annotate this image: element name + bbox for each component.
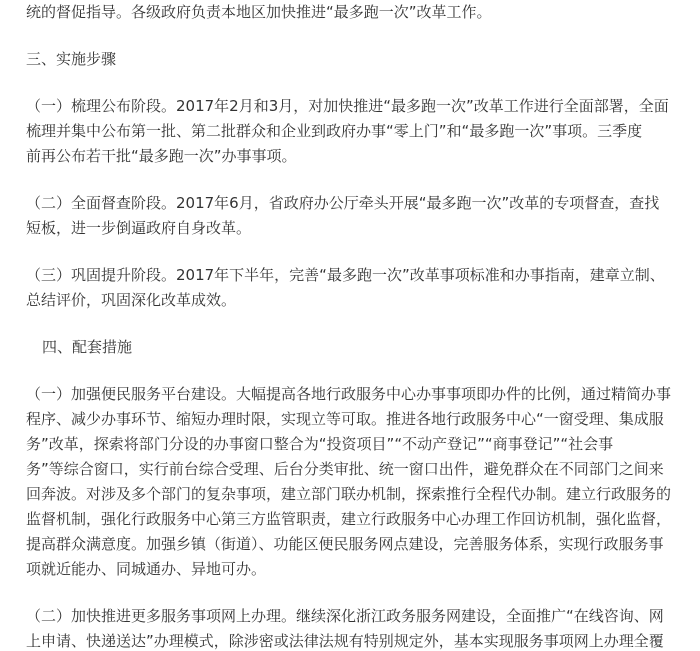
paragraph-line: 上申请、快递送达”办理模式，除涉密或法律法规有特别规定外，基本实现服务事项网上办理全覆 [26,632,664,650]
paragraph-line: （二）加快推进更多服务事项网上办理。继续深化浙江政务服务网建设，全面推广“在线咨询、网 [26,607,664,625]
section-heading-measures: 四、配套措施 [42,338,133,356]
paragraph-line: 回奔波。对涉及多个部门的复杂事项，建立部门联办机制，探索推行全程代办制。建立行政服务的 [26,485,672,503]
paragraph-line: 务”等综合窗口，实行前台综合受理、后台分类审批、统一窗口出件，避免群众在不同部门之间来 [26,460,664,478]
paragraph-line: 项就近能办、同城通办、异地可办。 [26,560,267,578]
paragraph-line: 梳理并集中公布第一批、第二批群众和企业到政府办事“零上门”和“最多跑一次”事项。三季度 [26,122,643,140]
paragraph-line: 前再公布若干批“最多跑一次”办事事项。 [26,147,297,165]
paragraph-line: 总结评价，巩固深化改革成效。 [26,291,237,309]
paragraph-line: （一）梳理公布阶段。2017年2月和3月，对加快推进“最多跑一次”改革工作进行全面部署，全面 [26,97,669,115]
intro-line: 统的督促指导。各级政府负责本地区加快推进“最多跑一次”改革工作。 [26,3,492,21]
section-heading-steps: 三、实施步骤 [26,50,117,68]
paragraph-line: 监督机制，强化行政服务中心第三方监管职责，建立行政服务中心办理工作回访机制，强化监督， [26,510,672,528]
paragraph-line: 短板，进一步倒逼政府自身改革。 [26,219,252,237]
paragraph-line: （二）全面督查阶段。2017年6月，省政府办公厅牵头开展“最多跑一次”改革的专项督查，查找 [26,194,660,212]
paragraph-line: 提高群众满意度。加强乡镇（街道）、功能区便民服务网点建设，完善服务体系，实现行政服务事 [26,535,664,553]
paragraph-line: 程序、减少办事环节、缩短办理时限，实现立等可取。推进各地行政服务中心“一窗受理、集成服 [26,410,664,428]
paragraph-line: 务”改革，探索将部门分设的办事窗口整合为“投资项目”“不动产登记”“商事登记”“社会事 [26,435,614,453]
paragraph-line: （一）加强便民服务平台建设。大幅提高各地行政服务中心办事事项即办件的比例，通过精简办事 [26,385,672,403]
paragraph-line: （三）巩固提升阶段。2017年下半年，完善“最多跑一次”改革事项标准和办事指南，建章立制、 [26,266,665,284]
